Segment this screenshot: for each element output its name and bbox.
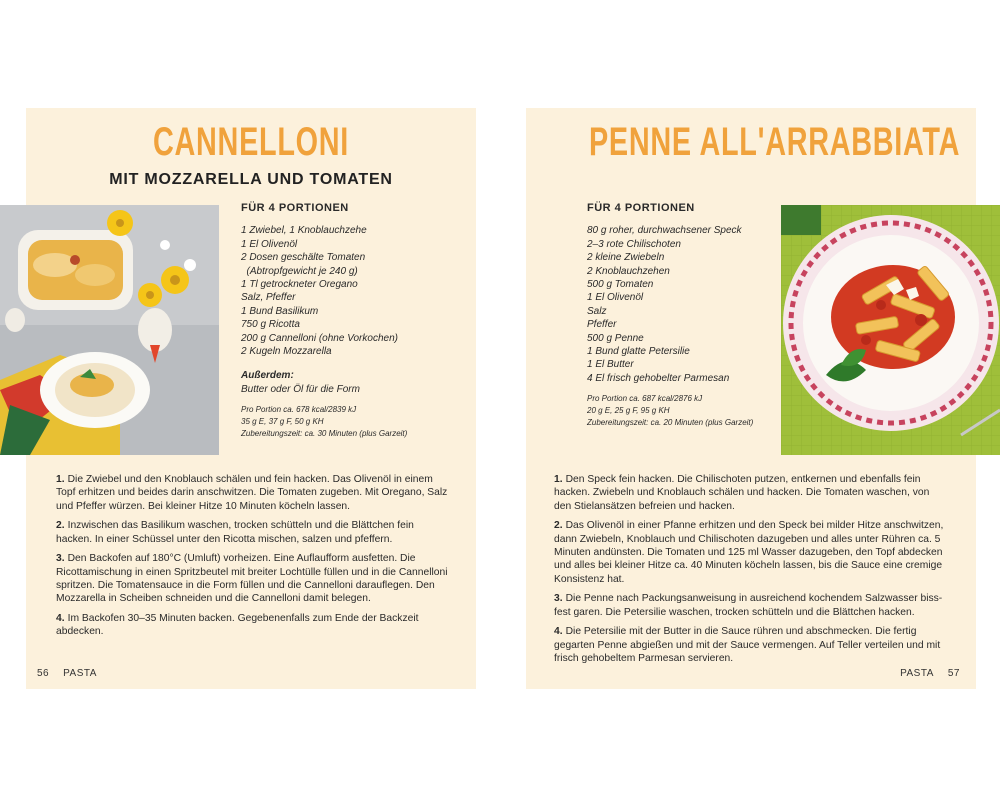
cannelloni-dish-illustration (0, 205, 219, 455)
instruction-step (554, 625, 946, 665)
ingredient-item: 1 Bund Basilikum (241, 305, 319, 317)
nutrition-info: Pro Portion ca. 678 kcal/2839 kJ 35 g E, 37 g F, 50 g KH Zubereitungszeit: ca. 30 Minuten (plus Garzeit) (241, 405, 408, 439)
instructions (554, 473, 946, 672)
step-text: Den Speck fein hacken. Die Chilischoten putzen, entkernen und ebenfalls fein hacken. Zwiebeln und Knoblauch schälen und hacken. Die Tomaten waschen, von den Stielansätzen befreien und hacken. (554, 474, 930, 512)
ingredient-item: 2 Knoblauchzehen (587, 265, 670, 277)
ingredient-item: 500 g Penne (587, 332, 644, 344)
ingredient-item: Salz (587, 305, 607, 317)
ingredient-item: 750 g Ricotta (241, 319, 300, 331)
ingredient-item: 2 kleine Zwiebeln (587, 252, 665, 264)
step-number: 4. (554, 626, 563, 638)
instruction-step (56, 519, 448, 546)
ingredient-item: Salz, Pfeffer (241, 292, 296, 304)
cannelloni-photo (0, 205, 219, 455)
ingredient-item: 1 El Butter (587, 359, 634, 371)
left-page (26, 108, 476, 689)
step-text: Den Backofen auf 180°C (Umluft) vorheizen. Eine Auflaufform ausfetten. Die Ricottamischung in einen Spritzbeutel mit breiter Lochtülle füllen und in die Cannelloni spritzen. Die Tomatensauce in die Form füllen und die Cannelloni darauflegen. Den Mozzarella in Scheiben schneiden und die Cannelloni damit belegen. (56, 553, 448, 605)
ingredient-item: 1 Bund glatte Petersilie (587, 346, 690, 358)
step-text: Das Olivenöl in einer Pfanne erhitzen und den Speck bei milder Hitze anschwitzen, dann Zwiebeln, Knoblauch und Chilischoten dazugeben und alles unter Rühren ca. 5 Minuten andünsten. Die Tomaten und 125 ml Wasser dazugeben, den Topf abdecken und alles bei kleiner Hitze ca. 40 Minuten köcheln lassen, bis die Sauce eine cremige Konsistenz hat. (554, 520, 944, 585)
recipe-title-cannelloni: CANNELLONI (153, 120, 349, 164)
instructions (56, 473, 448, 645)
ingredients-block (241, 202, 441, 440)
section-label: PASTA (63, 668, 97, 679)
step-text: Inzwischen das Basilikum waschen, trocken schütteln und die Blättchen fein hacken. In einer Schüssel unter den Ricotta mischen, salzen und pfeffern. (56, 520, 414, 545)
step-number: 4. (56, 613, 65, 625)
extra-label: Außerdem: (241, 370, 294, 382)
ingredients-block (587, 202, 787, 429)
step-text: Die Zwiebel und den Knoblauch schälen und fein hacken. Das Olivenöl in einem Topf erhitzen und beides darin anschwitzen. Die Tomaten zugeben. Mit Oregano, Salz und Pfeffer würzen. Bei kleiner Hitze 10 Minuten köcheln lassen. (56, 474, 448, 512)
step-number: 1. (554, 474, 563, 485)
ingredient-item: 1 Zwiebel, 1 Knoblauchzehe (241, 225, 367, 237)
ingredient-item: 2 Dosen geschälte Tomaten (241, 252, 366, 264)
instruction-step (554, 592, 946, 619)
step-number: 3. (554, 593, 563, 605)
step-text: Die Petersilie mit der Butter in die Sauce rühren und abschmecken. Die fertig gegarten Penne abgießen und mit der Sauce vermengen. Auf Teller verteilen und mit frisch gehobeltem Parmesan servieren. (554, 626, 941, 665)
ingredient-item: 2 Kugeln Mozzarella (241, 346, 332, 358)
portions-heading: FÜR 4 PORTIONEN (587, 202, 695, 214)
step-text: Im Backofen 30–35 Minuten backen. Gegebenenfalls zum Ende der Backzeit abdecken. (56, 613, 419, 638)
ingredient-item: 2–3 rote Chilischoten (587, 238, 681, 250)
page-number: 56 (37, 668, 50, 679)
ingredient-item: (Abtropfgewicht je 240 g) (241, 265, 358, 277)
extra-text: Butter oder Öl für die Form (241, 383, 360, 395)
nutrition-info: Pro Portion ca. 687 kcal/2876 kJ 20 g E, 25 g F, 95 g KH Zubereitungszeit: ca. 20 Minuten (plus Garzeit) (587, 394, 754, 428)
instruction-step (56, 552, 448, 605)
penne-dish-illustration (781, 205, 1000, 455)
ingredient-item: 1 El Olivenöl (587, 292, 644, 304)
ingredient-item: 80 g roher, durchwachsener Speck (587, 225, 742, 237)
portions-heading: FÜR 4 PORTIONEN (241, 202, 349, 214)
ingredient-item: 200 g Cannelloni (ohne Vorkochen) (241, 332, 398, 344)
recipe-title-penne: PENNE ALL'ARRABBIATA (589, 120, 961, 164)
ingredient-list (241, 224, 441, 358)
ingredient-item: Pfeffer (587, 319, 617, 331)
recipe-subtitle: MIT MOZZARELLA UND TOMATEN (109, 171, 393, 188)
step-number: 2. (554, 520, 563, 532)
right-page (526, 108, 976, 689)
ingredient-list (587, 224, 787, 385)
penne-photo (781, 205, 1000, 455)
ingredient-item: 1 El Olivenöl (241, 238, 298, 250)
step-number: 3. (56, 553, 65, 565)
page-footer (900, 668, 960, 679)
instruction-step (56, 473, 448, 513)
ingredient-item: 500 g Tomaten (587, 279, 654, 291)
instruction-step (554, 519, 946, 585)
step-text: Die Penne nach Packungsanweisung in ausreichend kochendem Salzwasser biss-fest garen. Die Petersilie waschen, trocken schütteln und die Blättchen hacken. (554, 593, 943, 618)
ingredient-item: 1 Tl getrockneter Oregano (241, 279, 358, 291)
step-number: 1. (56, 474, 65, 485)
ingredient-item: 4 El frisch gehobelter Parmesan (587, 372, 730, 384)
page-footer (37, 668, 97, 679)
instruction-step (554, 473, 946, 513)
section-label: PASTA (900, 668, 934, 679)
page-number: 57 (947, 668, 960, 679)
instruction-step (56, 612, 448, 639)
step-number: 2. (56, 520, 65, 532)
